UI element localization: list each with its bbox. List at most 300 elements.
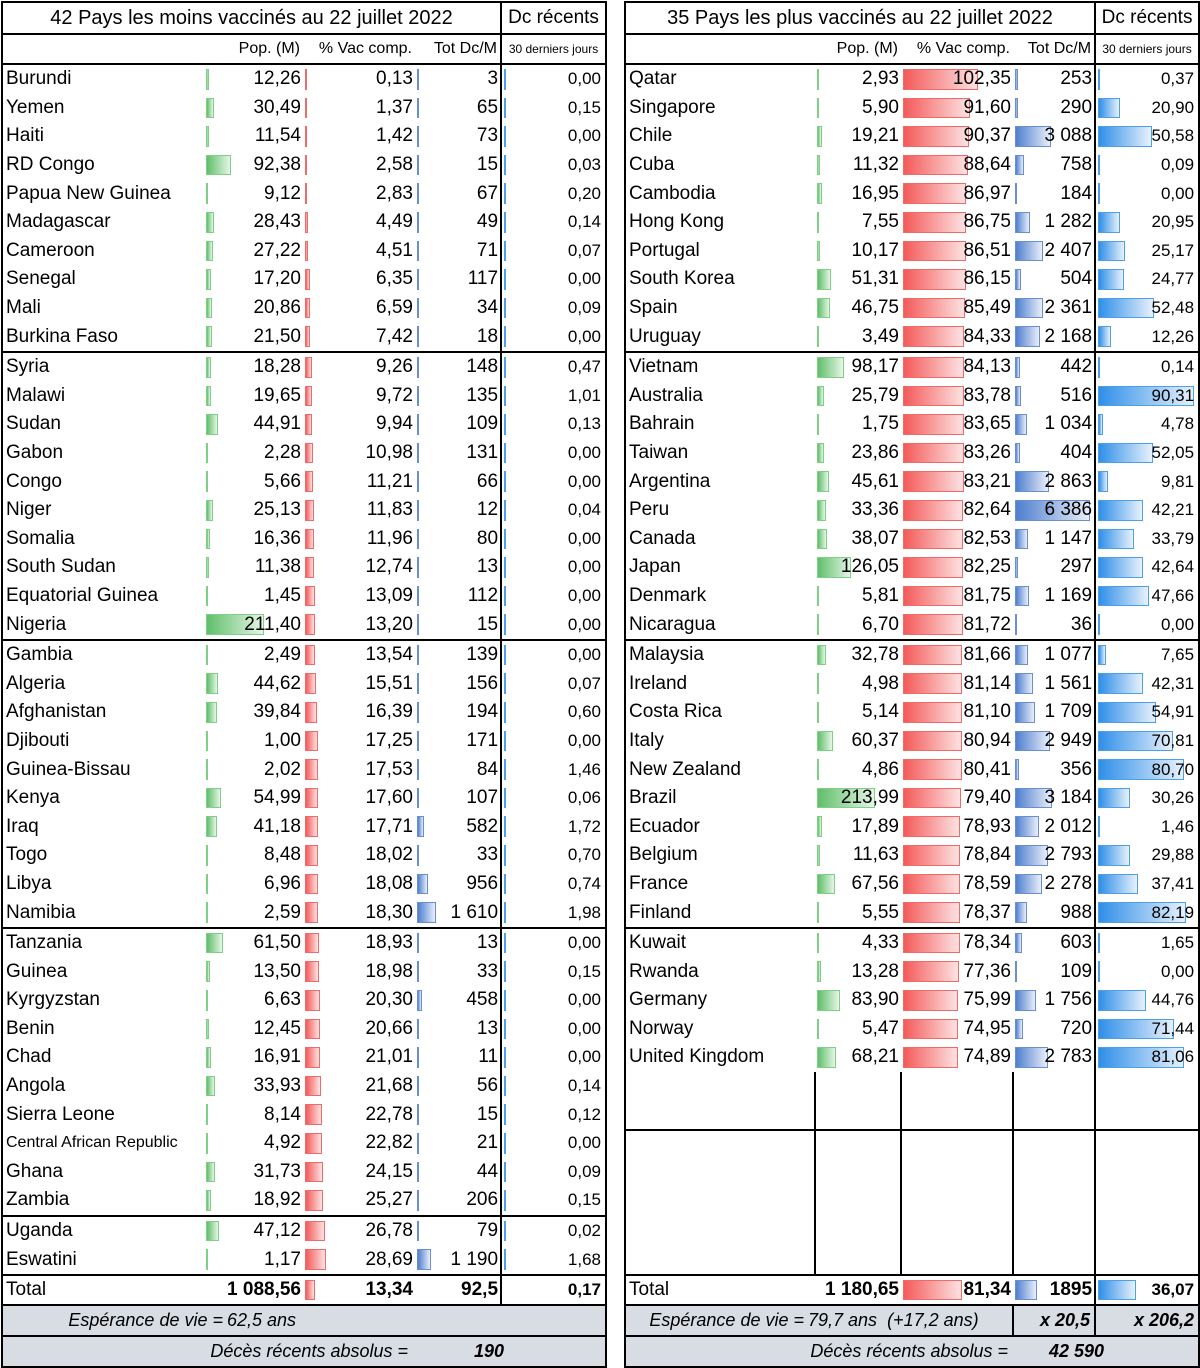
population-value: 3,49 [862, 325, 899, 347]
life-expectancy-label: Espérance de vie = [649, 1309, 804, 1330]
recent-deaths-value: 0,07 [567, 673, 602, 693]
deaths-per-million-bar [417, 1162, 419, 1183]
life-expectancy-diff: (+17,2 ans) [887, 1309, 979, 1330]
population-cell [815, 122, 901, 151]
population-value: 39,84 [253, 701, 301, 723]
population-bar [817, 961, 821, 982]
deaths-per-million-bar [417, 98, 419, 119]
recent-deaths-bar [504, 557, 506, 578]
population-cell [204, 669, 303, 698]
population-cell [204, 1129, 303, 1158]
country-name: Chad [2, 1043, 204, 1072]
most-vaccinated-panel [624, 1, 1198, 1368]
recent-deaths-value: 0,14 [1160, 357, 1195, 377]
deaths-per-million-value: 3 088 [1044, 125, 1093, 147]
vaccination-cell [901, 870, 1013, 899]
recent-deaths-value: 0,15 [567, 1190, 602, 1210]
population-bar [206, 845, 208, 866]
vaccination-value: 82,64 [963, 499, 1011, 521]
recent-deaths-cell [501, 986, 606, 1015]
population-bar [206, 69, 209, 90]
population-cell [815, 727, 901, 756]
country-name: Argentina [625, 467, 815, 496]
deaths-per-million-cell [1013, 208, 1095, 237]
country-name: Haiti [2, 122, 204, 151]
vaccination-bar [903, 298, 965, 319]
deaths-per-million-bar [417, 241, 419, 262]
recent-deaths-value: 0,09 [567, 1161, 602, 1181]
table-title: 35 Pays les plus vaccinés au 22 juillet 2022 [625, 2, 1095, 34]
deaths-per-million-bar [1015, 269, 1021, 290]
recent-deaths-bar [504, 614, 506, 635]
vaccination-value: 1,42 [376, 125, 413, 147]
total-recent-deaths [501, 1275, 606, 1305]
recent-deaths-cell [1095, 669, 1199, 698]
population-bar [206, 155, 231, 176]
deaths-per-million-bar [417, 529, 419, 550]
recent-deaths-cell [501, 898, 606, 928]
vaccination-value: 85,49 [963, 297, 1011, 319]
population-value: 41,18 [253, 815, 301, 837]
deaths-per-million-value: 2 361 [1044, 297, 1093, 319]
vaccination-value: 17,25 [365, 729, 413, 751]
population-bar [206, 557, 209, 578]
total-recent-deaths-value: 36,07 [1151, 1279, 1195, 1299]
vaccination-bar [305, 386, 312, 407]
deaths-per-million-cell [1013, 1043, 1095, 1072]
deaths-per-million-bar [417, 1076, 419, 1097]
recent-deaths-cell [1095, 812, 1199, 841]
recent-deaths-bar [504, 183, 506, 204]
vaccination-cell [901, 610, 1013, 640]
vaccination-cell [303, 582, 415, 611]
vaccination-cell [303, 94, 415, 123]
population-cell [204, 898, 303, 928]
deaths-per-million-value: 36 [1070, 613, 1093, 635]
recent-deaths-value: 0,00 [567, 326, 602, 346]
deaths-per-million-value: 988 [1060, 901, 1093, 923]
population-bar [817, 241, 820, 262]
population-value: 32,78 [851, 644, 899, 666]
deaths-per-million-value: 56 [476, 1075, 499, 1097]
recent-deaths-bar [504, 845, 506, 866]
deaths-per-million-value: 1 282 [1044, 211, 1093, 233]
population-value: 5,90 [862, 96, 899, 118]
recent-deaths-bar [1098, 788, 1130, 809]
country-name: Eswatini [2, 1245, 204, 1275]
country-name: Ghana [2, 1158, 204, 1187]
table-row [2, 957, 606, 986]
table-row [2, 928, 606, 958]
recent-deaths-bar [1098, 414, 1103, 435]
population-bar [206, 98, 214, 119]
recent-deaths-bar [504, 443, 506, 464]
recent-deaths-cell [501, 525, 606, 554]
deaths-per-million-value: 33 [476, 844, 499, 866]
recent-deaths-value: 0,07 [567, 240, 602, 260]
country-name: Spain [625, 294, 815, 323]
vaccination-value: 74,95 [963, 1017, 1011, 1039]
recent-deaths-value: 0,00 [567, 443, 602, 463]
recent-deaths-bar [504, 788, 506, 809]
deaths-per-million-bar [417, 990, 422, 1011]
population-value: 18,92 [253, 1189, 301, 1211]
recent-deaths-ratio: x 206,2 [1095, 1305, 1199, 1336]
population-cell [204, 986, 303, 1015]
table-row [625, 1015, 1199, 1044]
vaccination-bar [305, 1190, 323, 1211]
recent-deaths-value: 0,00 [567, 69, 602, 89]
population-bar [817, 529, 827, 550]
population-bar [206, 1221, 219, 1242]
population-value: 6,63 [264, 989, 301, 1011]
vaccination-bar [903, 414, 964, 435]
country-name: Cameroon [2, 237, 204, 266]
header-row [2, 34, 606, 64]
table-row [625, 669, 1199, 698]
vaccination-value: 9,72 [376, 384, 413, 406]
country-name: Libya [2, 870, 204, 899]
population-value: 5,55 [862, 901, 899, 923]
vaccination-cell [303, 986, 415, 1015]
deaths-per-million-cell [415, 1043, 501, 1072]
vaccination-bar [903, 788, 961, 809]
population-value: 4,92 [264, 1132, 301, 1154]
population-bar [817, 645, 826, 666]
vaccination-bar [305, 183, 307, 204]
table-row [2, 582, 606, 611]
recent-deaths-bar [1098, 557, 1143, 578]
deaths-per-million-bar [1015, 529, 1028, 550]
population-bar [206, 816, 217, 837]
country-name: Japan [625, 553, 815, 582]
deaths-per-million-cell [1013, 727, 1095, 756]
population-cell [815, 1015, 901, 1044]
population-bar [206, 874, 208, 895]
recent-deaths-cell [1095, 208, 1199, 237]
header-row [625, 34, 1199, 64]
vaccination-value: 2,58 [376, 154, 413, 176]
population-bar [817, 816, 822, 837]
recent-deaths-value: 42,21 [1151, 500, 1195, 520]
deaths-per-million-value: 15 [476, 1103, 499, 1125]
vac-header: % Vac comp. [303, 34, 415, 64]
population-value: 211,40 [244, 613, 301, 635]
most-vaccinated-table [624, 1, 1200, 1368]
recent-deaths-bar [504, 241, 506, 262]
population-bar [817, 731, 833, 752]
deaths-per-million-value: 139 [466, 644, 499, 666]
deaths-per-million-cell [415, 265, 501, 294]
population-value: 44,91 [253, 413, 301, 435]
recent-deaths-value: 25,17 [1151, 240, 1195, 260]
deaths-per-million-bar [417, 298, 419, 319]
vaccination-bar [305, 1076, 321, 1097]
table-row [2, 467, 606, 496]
vaccination-bar [305, 673, 316, 694]
population-bar [206, 500, 213, 521]
recent-deaths-cell [501, 784, 606, 813]
table-row [625, 784, 1199, 813]
recent-deaths-bar [504, 357, 506, 378]
population-value: 11,54 [254, 125, 301, 147]
vaccination-cell [901, 784, 1013, 813]
table-row [2, 669, 606, 698]
population-bar [206, 298, 212, 319]
population-value: 1,00 [264, 729, 301, 751]
recent-deaths-cell [501, 928, 606, 958]
population-value: 8,48 [264, 844, 301, 866]
population-value: 17,20 [253, 268, 301, 290]
vaccination-bar [305, 414, 312, 435]
population-cell [204, 1245, 303, 1275]
recent-deaths-cell [501, 179, 606, 208]
recent-deaths-value: 0,00 [567, 585, 602, 605]
vaccination-bar [903, 471, 964, 492]
deaths-per-million-value: 117 [467, 268, 499, 290]
table-row [2, 841, 606, 870]
vaccination-value: 13,09 [365, 584, 413, 606]
vaccination-cell [303, 467, 415, 496]
deaths-per-million-bar [417, 702, 419, 723]
vaccination-bar [903, 212, 966, 233]
recent-deaths-value: 0,14 [567, 212, 602, 232]
total-deaths-bar [1015, 1280, 1037, 1300]
vaccination-cell [901, 496, 1013, 525]
deaths-per-million-value: 73 [476, 125, 499, 147]
population-cell [815, 467, 901, 496]
recent-deaths-bar [504, 673, 506, 694]
absolute-deaths-label: Décès récents absolus = [210, 1340, 408, 1361]
table-row [2, 179, 606, 208]
recent-deaths-bar [504, 961, 506, 982]
population-bar [817, 69, 819, 90]
total-vaccination-value: 13,34 [365, 1278, 413, 1300]
population-cell [204, 1158, 303, 1187]
population-cell [815, 94, 901, 123]
table-row [2, 898, 606, 928]
table-row [2, 553, 606, 582]
recent-deaths-value: 82,19 [1151, 902, 1195, 922]
deaths-per-million-cell [1013, 179, 1095, 208]
deaths-per-million-value: 956 [466, 872, 499, 894]
deaths-per-million-bar [1015, 933, 1022, 954]
deaths-per-million-cell [1013, 870, 1095, 899]
deaths-per-million-value: 2 168 [1044, 325, 1093, 347]
deaths-per-million-bar [417, 1019, 419, 1040]
recent-deaths-value: 0,00 [567, 645, 602, 665]
population-cell [815, 610, 901, 640]
total-label: Total [2, 1275, 204, 1305]
table-row [2, 640, 606, 670]
deaths-per-million-value: 13 [476, 1017, 499, 1039]
population-value: 12,45 [253, 1017, 301, 1039]
vaccination-bar [305, 586, 315, 607]
recent-deaths-bar [1098, 845, 1130, 866]
deaths-per-million-cell [1013, 610, 1095, 640]
title-row [2, 2, 606, 34]
vaccination-cell [303, 322, 415, 352]
recent-deaths-cell [501, 669, 606, 698]
population-cell [815, 64, 901, 94]
recent-deaths-cell [501, 870, 606, 899]
deaths-per-million-bar [1015, 326, 1040, 347]
table-row [2, 237, 606, 266]
vaccination-cell [901, 525, 1013, 554]
vaccination-bar [903, 529, 963, 550]
population-value: 19,21 [851, 125, 899, 147]
table-row [625, 179, 1199, 208]
table-row [625, 265, 1199, 294]
population-value: 13,50 [253, 960, 301, 982]
deaths-per-million-cell [415, 94, 501, 123]
deaths-per-million-value: 44 [476, 1160, 499, 1182]
country-name: Norway [625, 1015, 815, 1044]
recent-deaths-value: 0,00 [567, 614, 602, 634]
recent-deaths-bar [504, 1047, 506, 1068]
least-vaccinated-table [1, 1, 607, 1368]
table-row [2, 322, 606, 352]
deaths-per-million-bar [417, 1133, 419, 1154]
table-row [625, 812, 1199, 841]
deaths-per-million-cell [415, 1245, 501, 1275]
absolute-deaths-value: 42 590 [1048, 1340, 1104, 1361]
recent-deaths-bar [1098, 933, 1100, 954]
recent-deaths-value: 90,31 [1151, 385, 1195, 405]
deaths-per-million-value: 2 407 [1044, 239, 1093, 261]
deaths-per-million-value: 67 [476, 182, 499, 204]
deaths-per-million-cell [415, 784, 501, 813]
vaccination-bar [305, 788, 318, 809]
deaths-per-million-bar [1015, 298, 1043, 319]
table-row [625, 1043, 1199, 1072]
population-cell [204, 610, 303, 640]
table-row [2, 727, 606, 756]
deaths-per-million-value: 1 756 [1044, 989, 1093, 1011]
table-row [625, 151, 1199, 180]
population-cell [204, 382, 303, 411]
population-cell [204, 496, 303, 525]
deaths-per-million-cell [415, 237, 501, 266]
recent-deaths-cell [1095, 237, 1199, 266]
vaccination-value: 86,15 [963, 268, 1011, 290]
population-bar [206, 990, 208, 1011]
vaccination-value: 24,15 [365, 1160, 413, 1182]
deaths-per-million-cell [415, 179, 501, 208]
population-value: 6,70 [862, 613, 899, 635]
recent-deaths-value: 0,00 [567, 269, 602, 289]
deaths-per-million-value: 1 709 [1044, 701, 1093, 723]
vaccination-value: 79,40 [963, 787, 1011, 809]
population-cell [815, 179, 901, 208]
recent-deaths-bar [504, 645, 506, 666]
vaccination-cell [303, 957, 415, 986]
vaccination-bar [903, 357, 964, 378]
recent-deaths-bar [504, 1221, 506, 1242]
country-name: Hong Kong [625, 208, 815, 237]
recent-deaths-bar [504, 874, 506, 895]
country-name: Central African Republic [2, 1129, 204, 1158]
deaths-per-million-bar [417, 759, 419, 780]
deaths-per-million-cell [415, 898, 501, 928]
vaccination-bar [903, 98, 970, 119]
recent-deaths-cell [1095, 64, 1199, 94]
recent-deaths-bar [1098, 586, 1149, 607]
recent-deaths-cell [501, 294, 606, 323]
recent-deaths-cell [501, 1015, 606, 1044]
table-row [2, 151, 606, 180]
country-name: Cuba [625, 151, 815, 180]
country-name: Yemen [2, 94, 204, 123]
recent-deaths-value: 0,15 [567, 961, 602, 981]
vaccination-value: 22,82 [365, 1132, 413, 1154]
table-row [625, 928, 1199, 958]
recent-deaths-cell [501, 1043, 606, 1072]
population-bar [206, 902, 208, 923]
deaths-per-million-cell [415, 1186, 501, 1216]
recent-deaths-cell [1095, 352, 1199, 382]
country-name: Burundi [2, 64, 204, 94]
vaccination-bar [305, 1221, 325, 1242]
deaths-per-million-cell [415, 870, 501, 899]
vaccination-cell [901, 294, 1013, 323]
recent-deaths-cell [501, 1216, 606, 1246]
population-cell [815, 352, 901, 382]
vaccination-value: 12,74 [365, 556, 413, 578]
vaccination-cell [303, 265, 415, 294]
vaccination-bar [903, 241, 966, 262]
population-bar [817, 1019, 819, 1040]
deaths-per-million-value: 1 190 [450, 1248, 499, 1270]
recent-deaths-value: 20,95 [1151, 212, 1195, 232]
recent-deaths-value: 30,26 [1151, 788, 1195, 808]
table-row [625, 610, 1199, 640]
table-row [625, 841, 1199, 870]
total-recent-deaths [1095, 1275, 1199, 1305]
table-row [2, 352, 606, 382]
population-bar [206, 1047, 211, 1068]
total-recent-deaths-value: 0,17 [567, 1279, 602, 1299]
country-name: Madagascar [2, 208, 204, 237]
deaths-ratio: x 20,5 [1013, 1305, 1095, 1336]
deaths-per-million-cell [1013, 322, 1095, 352]
recent-deaths-bar [504, 471, 506, 492]
deaths-per-million-value: 1 610 [450, 901, 499, 923]
population-bar [206, 357, 211, 378]
vaccination-bar [305, 98, 307, 119]
population-cell [815, 208, 901, 237]
vaccination-cell [303, 870, 415, 899]
recent-deaths-value: 20,90 [1151, 97, 1195, 117]
deaths-per-million-cell [1013, 957, 1095, 986]
population-value: 27,22 [253, 239, 301, 261]
vaccination-value: 82,53 [963, 527, 1011, 549]
vaccination-cell [303, 1015, 415, 1044]
recent-deaths-bar [1098, 673, 1143, 694]
vaccination-bar [305, 645, 315, 666]
vaccination-bar [903, 816, 960, 837]
country-name: Sudan [2, 410, 204, 439]
recent-deaths-bar [1098, 155, 1100, 176]
vaccination-cell [303, 237, 415, 266]
population-bar [206, 414, 218, 435]
vaccination-bar [305, 557, 314, 578]
vaccination-bar [903, 386, 964, 407]
absolute-deaths-row [2, 1336, 606, 1367]
deaths-per-million-cell [1013, 525, 1095, 554]
population-value: 5,81 [862, 584, 899, 606]
total-population [204, 1275, 303, 1305]
